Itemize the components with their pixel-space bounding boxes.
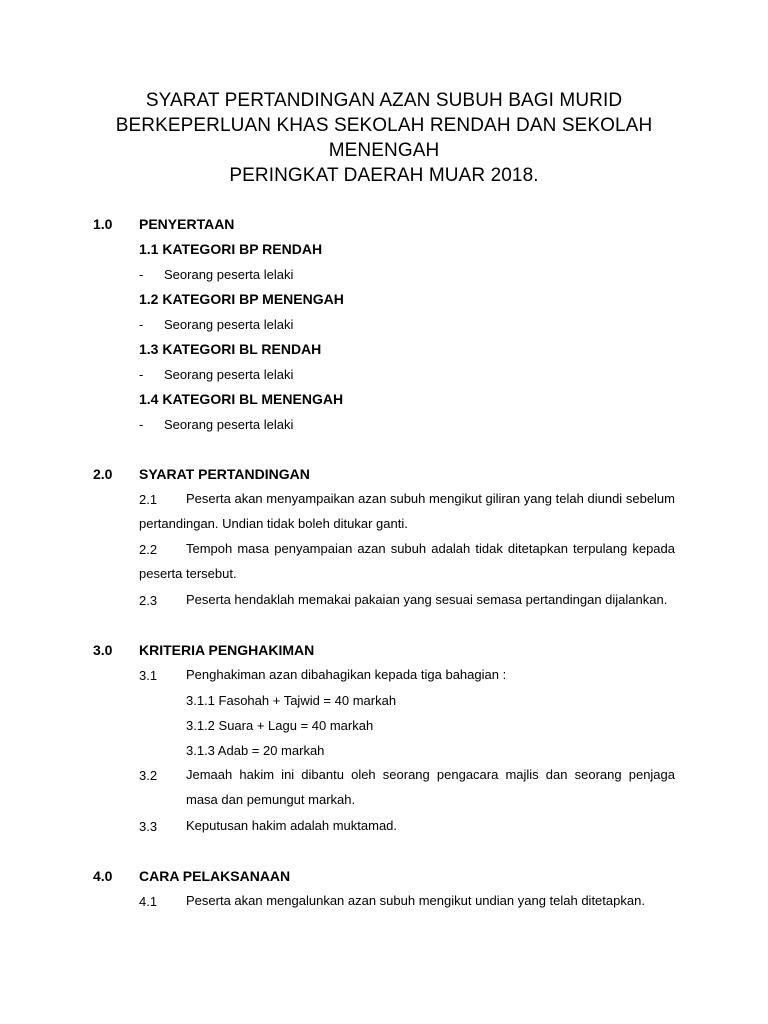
item-3-1-text: Penghakiman azan dibahagikan kepada tiga bahagian : [186, 667, 507, 682]
item-3-1-number: 3.1 [139, 668, 158, 683]
item-2-2-number: 2.2 [139, 542, 158, 557]
document-title [0, 88, 768, 188]
category-1-3-heading: 1.3 KATEGORI BL RENDAH [139, 341, 322, 357]
item-2-2-text: Tempoh masa penyampaian azan subuh adalah tidak ditetapkan terpulang kepada peserta tersebut. [139, 541, 675, 581]
item-3-3-number: 3.3 [139, 819, 158, 834]
category-1-2-heading: 1.2 KATEGORI BP MENENGAH [139, 291, 344, 307]
item-2-1-text: Peserta akan menyampaikan azan subuh mengikut giliran yang telah diundi sebelum pertandingan. Undian tidak boleh ditukar ganti. [139, 491, 675, 531]
category-1-4-heading: 1.4 KATEGORI BL MENENGAH [139, 391, 344, 407]
title-line-2: BERKEPERLUAN KHAS SEKOLAH RENDAH DAN SEKOLAH [115, 115, 653, 136]
section-1-heading: PENYERTAAN [139, 216, 235, 232]
bullet-dash: - [139, 317, 144, 332]
category-1-2-bullet: Seorang peserta lelaki [164, 317, 294, 332]
title-line-3: MENENGAH [328, 140, 440, 161]
item-2-3-number: 2.3 [139, 593, 158, 608]
bullet-dash: - [139, 417, 144, 432]
subitem-3-1-2: 3.1.2 Suara + Lagu = 40 markah [186, 718, 374, 733]
item-3-2-text: Jemaah hakim ini dibantu oleh seorang pengacara majlis dan seorang penjaga masa dan pemungut markah. [186, 767, 675, 807]
category-1-1-bullet: Seorang peserta lelaki [164, 267, 294, 282]
subitem-3-1-1: 3.1.1 Fasohah + Tajwid = 40 markah [186, 693, 397, 708]
subitem-3-1-3: 3.1.3 Adab = 20 markah [186, 743, 325, 758]
item-2-1-number: 2.1 [139, 492, 158, 507]
category-1-4-bullet: Seorang peserta lelaki [164, 417, 294, 432]
bullet-dash: - [139, 267, 144, 282]
section-2-number: 2.0 [93, 466, 113, 482]
title-line-1: SYARAT PERTANDINGAN AZAN SUBUH BAGI MURID [145, 90, 623, 111]
item-4-1-number: 4.1 [139, 894, 158, 909]
category-1-1-heading: 1.1 KATEGORI BP RENDAH [139, 241, 323, 257]
section-2-heading: SYARAT PERTANDINGAN [139, 466, 310, 482]
section-3-heading: KRITERIA PENGHAKIMAN [139, 642, 315, 658]
item-2-3-text: Peserta hendaklah memakai pakaian yang sesuai semasa pertandingan dijalankan. [186, 592, 668, 607]
category-1-3-bullet: Seorang peserta lelaki [164, 367, 294, 382]
item-4-1-text: Peserta akan mengalunkan azan subuh mengikut undian yang telah ditetapkan. [186, 893, 645, 908]
section-4-number: 4.0 [93, 868, 113, 884]
item-3-3-text: Keputusan hakim adalah muktamad. [186, 818, 398, 833]
title-line-4: PERINGKAT DAERAH MUAR 2018. [229, 165, 539, 186]
section-3-number: 3.0 [93, 642, 113, 658]
item-3-2-number: 3.2 [139, 768, 158, 783]
section-1-number: 1.0 [93, 216, 113, 232]
bullet-dash: - [139, 367, 144, 382]
section-4-heading: CARA PELAKSANAAN [139, 868, 291, 884]
